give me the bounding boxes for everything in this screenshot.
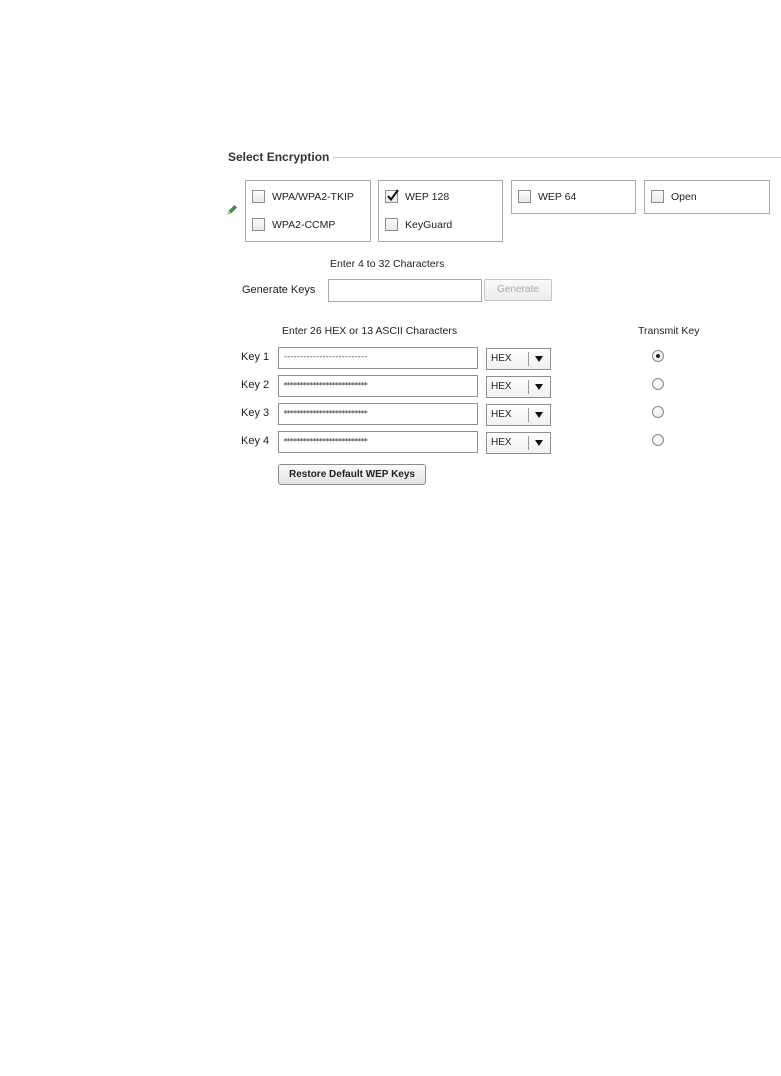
pencil-icon — [226, 204, 238, 216]
select-value: HEX — [491, 353, 512, 364]
generate-keys-label: Generate Keys — [242, 284, 316, 296]
checkbox-keyguard[interactable] — [385, 218, 398, 231]
select-value: HEX — [491, 437, 512, 448]
transmit-key-4-radio[interactable] — [652, 434, 664, 446]
key-3-label: Key 3 — [241, 407, 270, 419]
select-value: HEX — [491, 409, 512, 420]
option-wep-128[interactable] — [385, 190, 449, 203]
checkbox-wpa-wpa2-tkip[interactable] — [252, 190, 265, 203]
checkmark-icon — [385, 188, 400, 203]
triangle-down-icon — [535, 384, 543, 390]
option-open[interactable] — [651, 190, 697, 203]
encryption-group-open — [644, 180, 770, 214]
transmit-key-2-radio[interactable] — [652, 378, 664, 390]
option-wpa-wpa2-tkip[interactable] — [252, 190, 354, 203]
encryption-group-wep64 — [511, 180, 636, 214]
checkbox-wep-64[interactable] — [518, 190, 531, 203]
option-label: WEP 64 — [538, 190, 577, 203]
key-4-input[interactable]: ************************** — [278, 431, 478, 453]
passphrase-input[interactable] — [328, 279, 482, 302]
checkbox-wpa2-ccmp[interactable] — [252, 218, 265, 231]
transmit-key-1-radio[interactable] — [652, 350, 664, 362]
option-label: WEP 128 — [405, 190, 450, 203]
key-1-format-select[interactable] — [486, 348, 551, 370]
checkbox-open[interactable] — [651, 190, 664, 203]
key-3-input[interactable]: ************************** — [278, 403, 478, 425]
key-1-label: Key 1 — [241, 351, 270, 363]
triangle-down-icon — [535, 356, 543, 362]
key-1-input[interactable]: -------------------------- — [278, 347, 478, 369]
option-wep-64[interactable] — [518, 190, 576, 203]
key-format-hint: Enter 26 HEX or 13 ASCII Characters — [282, 325, 458, 337]
key-4-label: Key 4 — [241, 435, 270, 447]
checkbox-wep-128[interactable] — [385, 190, 398, 203]
encryption-group-wep128 — [378, 180, 503, 242]
select-value: HEX — [491, 381, 512, 392]
restore-default-wep-keys-button[interactable]: Restore Default WEP Keys — [278, 464, 426, 485]
section-title: Select Encryption — [228, 150, 330, 164]
option-label: KeyGuard — [405, 218, 453, 231]
triangle-down-icon — [535, 412, 543, 418]
option-label: WPA/WPA2-TKIP — [272, 190, 354, 203]
generate-button[interactable]: Generate — [484, 279, 552, 301]
section-divider — [333, 157, 781, 158]
option-label: WPA2-CCMP — [272, 218, 336, 231]
key-2-label: Key 2 — [241, 379, 270, 391]
key-2-input[interactable]: ************************** — [278, 375, 478, 397]
key-4-format-select[interactable] — [486, 432, 551, 454]
option-label: Open — [671, 190, 697, 203]
key-2-format-select[interactable] — [486, 376, 551, 398]
transmit-key-header: Transmit Key — [638, 325, 700, 337]
option-wpa2-ccmp[interactable] — [252, 218, 335, 231]
transmit-key-3-radio[interactable] — [652, 406, 664, 418]
key-3-format-select[interactable] — [486, 404, 551, 426]
encryption-group-wpa — [245, 180, 371, 242]
generate-hint: Enter 4 to 32 Characters — [330, 258, 445, 270]
triangle-down-icon — [535, 440, 543, 446]
option-keyguard[interactable] — [385, 218, 452, 231]
